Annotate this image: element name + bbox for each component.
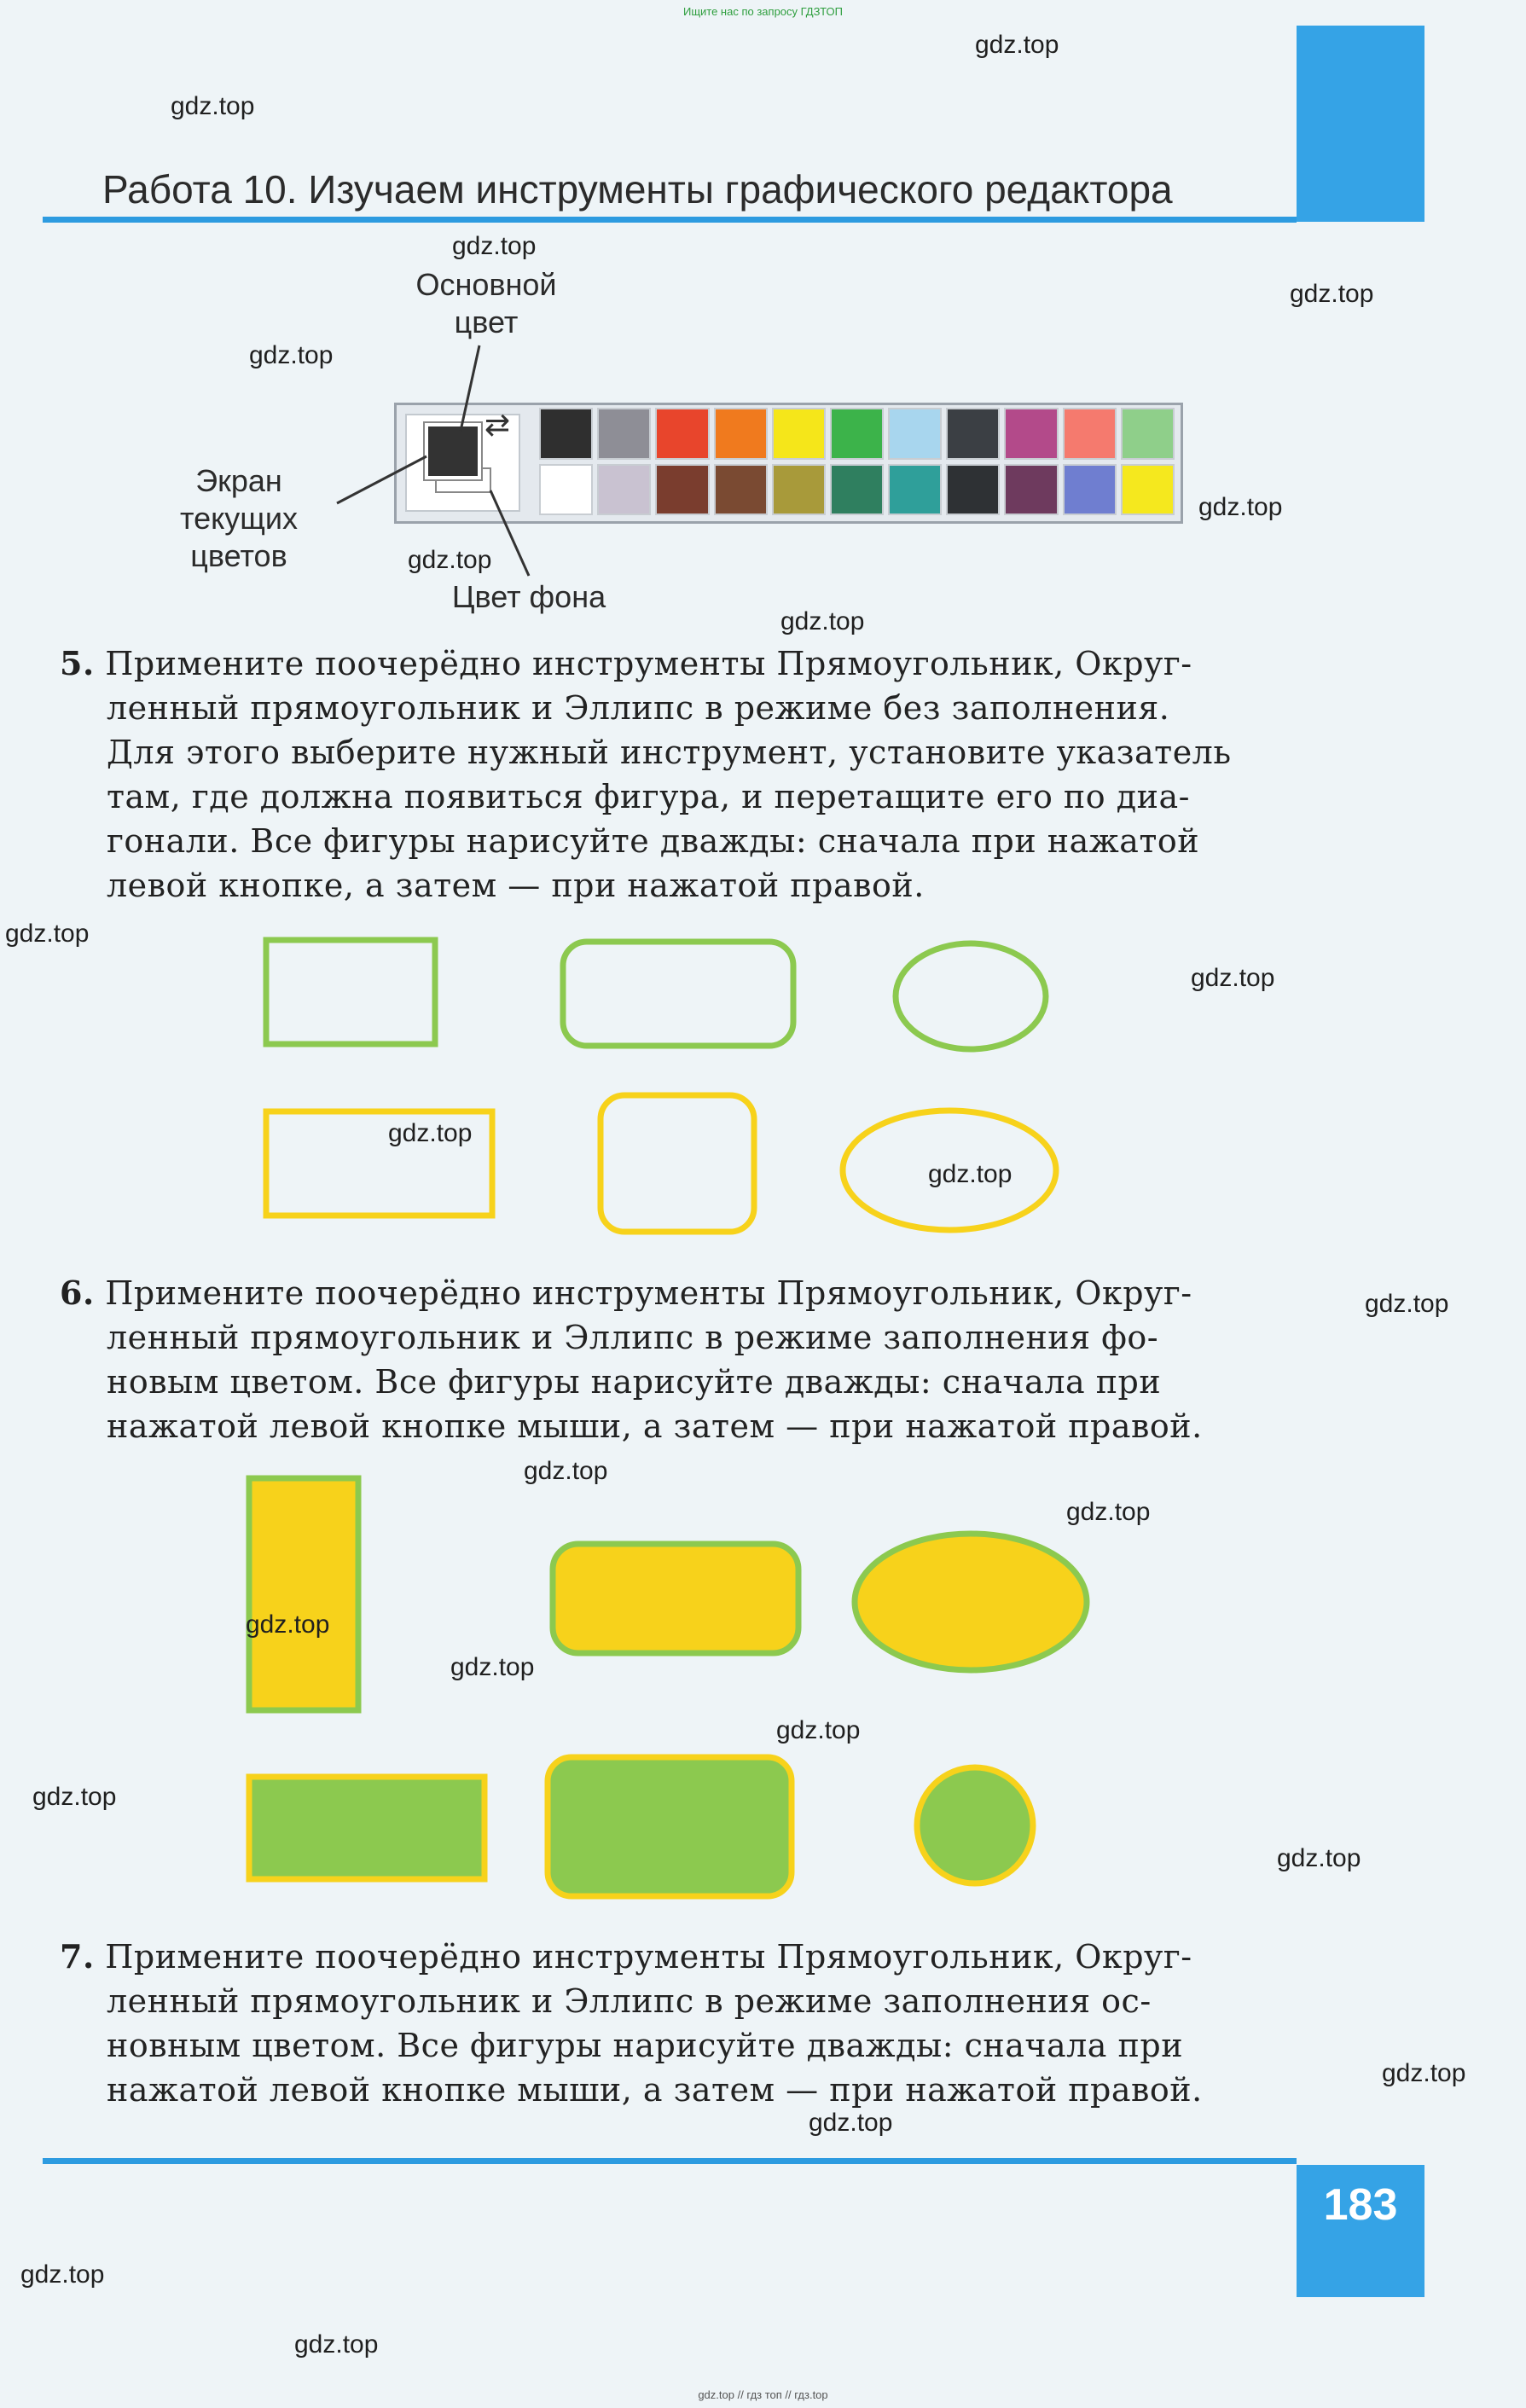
green-filled-circle xyxy=(917,1767,1033,1883)
task-5-line-1: Примените поочерёдно инструменты Прямоугольник, Округ- xyxy=(105,645,1192,682)
watermark: gdz.top xyxy=(928,1160,1012,1188)
yellow-filled-ellipse xyxy=(855,1534,1087,1670)
watermark: gdz.top xyxy=(809,2109,893,2137)
task-5-line-5: гонали. Все фигуры нарисуйте дважды: сначала при нажатой xyxy=(107,822,1200,860)
watermark: gdz.top xyxy=(5,920,90,948)
current-colors-label-line2: текущих xyxy=(180,501,298,536)
task-7-line-1: Примените поочерёдно инструменты Прямоугольник, Округ- xyxy=(105,1938,1192,1976)
bottom-note: gdz.top // гдз топ // гдз.top xyxy=(698,2388,828,2401)
task-7-number: 7. xyxy=(60,1937,95,1976)
task-7-line-2: ленный прямоугольник и Эллипс в режиме заполнения ос- xyxy=(107,1982,1152,2020)
green-filled-rounded-rectangle xyxy=(548,1757,792,1896)
watermark: gdz.top xyxy=(524,1457,608,1485)
swap-colors-icon[interactable]: ⇄ xyxy=(484,408,511,443)
watermark: gdz.top xyxy=(1066,1498,1151,1526)
task-6-line-2: ленный прямоугольник и Эллипс в режиме заполнения фо- xyxy=(107,1319,1159,1356)
page-number: 183 xyxy=(1323,2180,1398,2230)
task-6-number: 6. xyxy=(60,1274,95,1312)
watermark: gdz.top xyxy=(1365,1290,1449,1318)
main-color-label-line1: Основной xyxy=(415,267,557,302)
task-5-number: 5. xyxy=(60,644,95,682)
watermark: gdz.top xyxy=(294,2330,379,2359)
watermark: gdz.top xyxy=(249,341,334,369)
watermark: gdz.top xyxy=(1277,1844,1361,1872)
task-7-line-4: нажатой левой кнопке мыши, а затем — при нажатой правой. xyxy=(107,2071,1203,2109)
page-title: Работа 10. Изучаем инструменты графического редактора xyxy=(102,167,1173,212)
task-5-line-3: Для этого выберите нужный инструмент, установите указатель xyxy=(107,734,1232,771)
task-7-line-3: новным цветом. Все фигуры нарисуйте дважды: сначала при xyxy=(107,2027,1184,2064)
watermark: gdz.top xyxy=(408,546,492,574)
watermark: gdz.top xyxy=(1290,280,1374,308)
task-5-line-6: левой кнопке, а затем — при нажатой правой. xyxy=(107,867,925,904)
watermark: gdz.top xyxy=(780,607,865,635)
top-note: Ищите нас по запросу ГДЗТОП xyxy=(682,5,843,18)
watermark: gdz.top xyxy=(20,2260,105,2289)
watermark: gdz.top xyxy=(246,1610,330,1639)
yellow-filled-rounded-rectangle xyxy=(553,1544,798,1653)
task-6-line-4: нажатой левой кнопке мыши, а затем — при нажатой правой. xyxy=(107,1407,1203,1445)
watermark: gdz.top xyxy=(776,1716,861,1744)
yellow-filled-rectangle xyxy=(249,1478,358,1710)
watermark: gdz.top xyxy=(171,92,255,120)
watermark: gdz.top xyxy=(32,1783,117,1811)
footer-rule xyxy=(43,2158,1297,2164)
current-colors-label-line1: Экран xyxy=(195,463,282,498)
main-color-label-line2: цвет xyxy=(454,305,519,339)
background-color-label: Цвет фона xyxy=(451,579,606,614)
watermark: gdz.top xyxy=(975,31,1059,59)
task-6-line-3: новым цветом. Все фигуры нарисуйте дважды: сначала при xyxy=(107,1363,1162,1401)
task-6-line-1: Примените поочерёдно инструменты Прямоугольник, Округ- xyxy=(105,1274,1192,1312)
watermark: gdz.top xyxy=(452,232,537,260)
watermark: gdz.top xyxy=(1191,964,1275,992)
current-colors-label-line3: цветов xyxy=(190,538,287,573)
watermark: gdz.top xyxy=(1198,493,1283,521)
watermark: gdz.top xyxy=(450,1653,535,1681)
watermark: gdz.top xyxy=(388,1119,473,1147)
green-filled-rectangle xyxy=(249,1777,484,1879)
task-5-line-4: там, где должна появиться фигура, и перетащите его по диа- xyxy=(107,778,1190,815)
task-5-line-2: ленный прямоугольник и Эллипс в режиме без заполнения. xyxy=(107,689,1170,727)
watermark: gdz.top xyxy=(1382,2059,1466,2087)
task-7 xyxy=(60,1935,1314,1979)
